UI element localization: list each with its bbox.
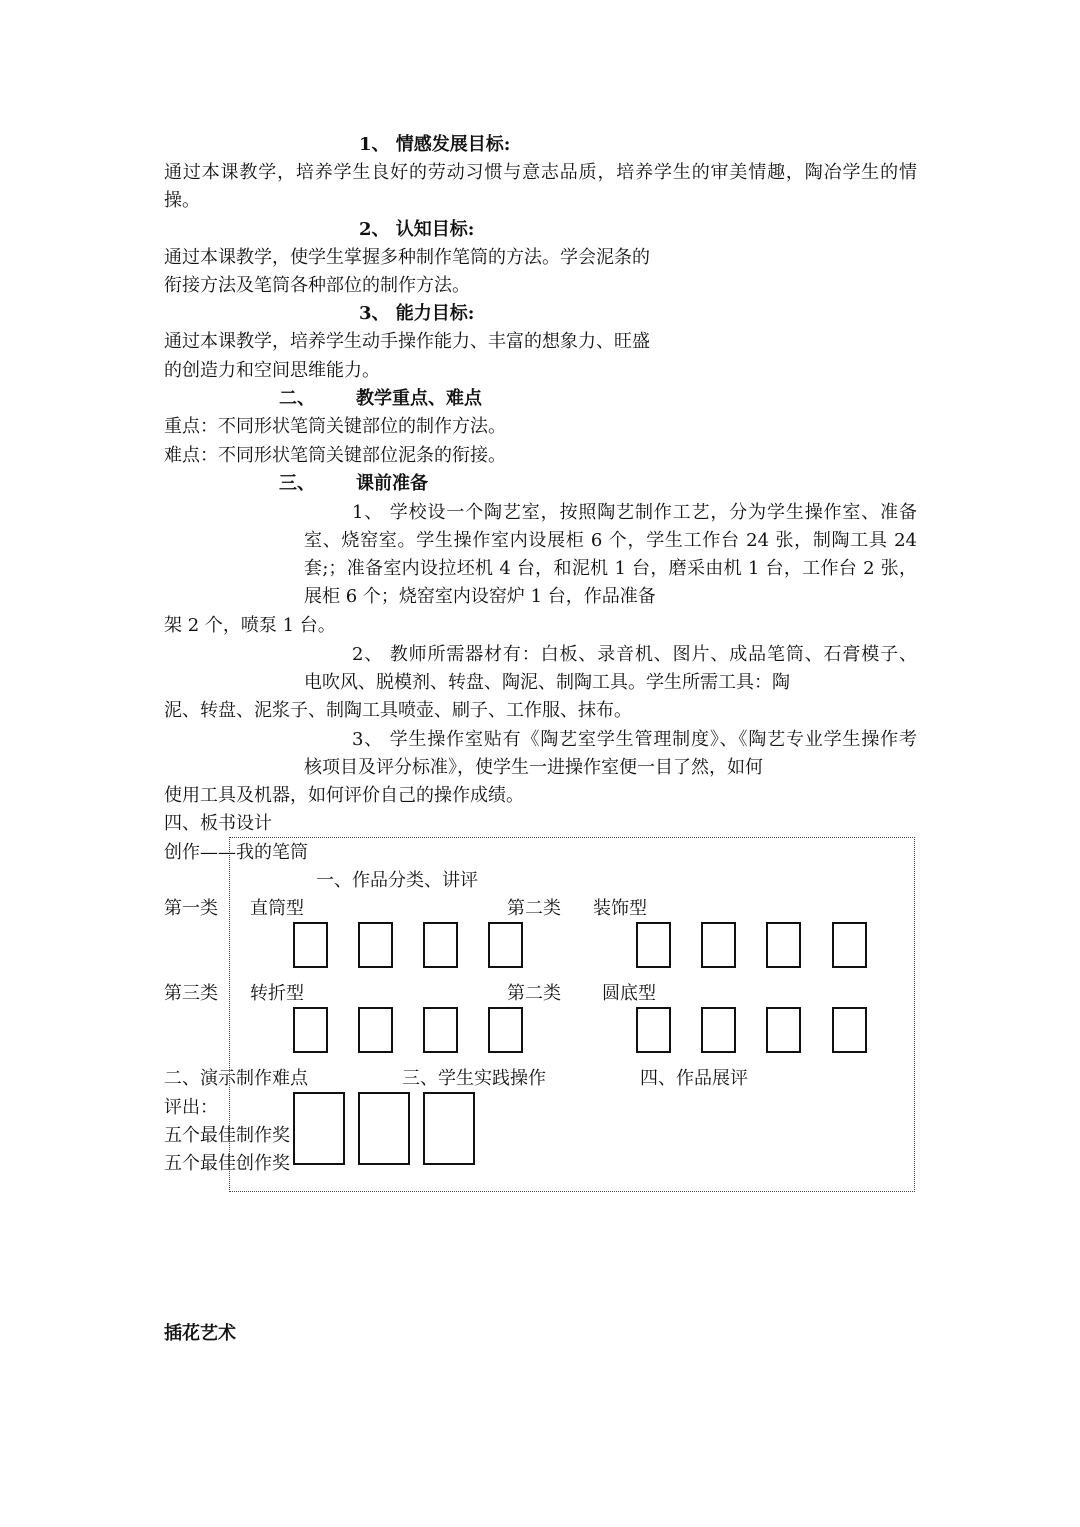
work-box	[701, 922, 736, 968]
category-2-type: 装饰型	[593, 898, 647, 919]
next-section-heading: 插花艺术	[164, 1323, 236, 1344]
work-box	[293, 1007, 328, 1053]
work-box	[636, 1007, 671, 1053]
prep-number: 三、	[279, 473, 315, 494]
prep-item-3: 使用工具及机器，如何评价自己的操作成绩。	[164, 785, 524, 806]
board-section-2: 二、演示制作难点	[164, 1068, 308, 1089]
prep-item-3: 3、 学生操作室贴有《陶艺室学生管理制度》、《陶艺专业学生操作考	[352, 729, 917, 750]
work-box	[701, 1007, 736, 1053]
prep-item-2: 泥、转盘、泥浆子、制陶工具喷壶、刷子、工作服、抹布。	[164, 700, 632, 721]
work-box	[358, 922, 393, 968]
work-box	[766, 922, 801, 968]
emotion-goal-heading: 1、 情感发展目标:	[359, 134, 511, 155]
category-1-label: 第一类	[164, 898, 218, 919]
award-creation: 五个最佳创作奖	[164, 1153, 290, 1174]
category-3-label: 第三类	[164, 983, 218, 1004]
board-section-4: 四、作品展评	[640, 1068, 748, 1089]
prep-heading: 课前准备	[356, 473, 428, 494]
work-box	[636, 922, 671, 968]
cognitive-goal-heading: 2、 认知目标:	[359, 219, 475, 240]
category-4-label: 第二类	[507, 983, 561, 1004]
work-box	[488, 1007, 523, 1053]
prep-item-1: 1、 学校设一个陶艺室，按照陶艺制作工艺，分为学生操作室、准备	[352, 502, 917, 523]
category-4-type: 圆底型	[602, 983, 656, 1004]
prep-item-1: 套;；准备室内设拉坯机 4 台，和泥机 1 台，磨采由机 1 台，工作台 2 张，	[304, 558, 917, 579]
category-3-type: 转折型	[250, 983, 304, 1004]
ability-goal-heading: 3、 能力目标:	[359, 303, 475, 324]
work-box	[832, 1007, 867, 1053]
award-box	[358, 1092, 410, 1165]
award-making: 五个最佳制作奖	[164, 1125, 290, 1146]
work-box	[358, 1007, 393, 1053]
prep-item-1: 展柜 6 个；烧窑室内设窑炉 1 台，作品准备	[304, 586, 656, 607]
evaluation-heading: 评出：	[164, 1097, 218, 1118]
work-box	[766, 1007, 801, 1053]
difficulty-text: 难点：不同形状笔筒关键部位泥条的衔接。	[164, 445, 506, 466]
prep-item-2: 2、 教师所需器材有：白板、录音机、图片、成品笔筒、石膏模子、	[352, 644, 917, 665]
board-design-heading: 四、板书设计	[164, 813, 272, 834]
category-1-type: 直筒型	[250, 898, 304, 919]
key-point-text: 重点：不同形状笔筒关键部位的制作方法。	[164, 416, 506, 437]
board-section-3: 三、学生实践操作	[402, 1068, 546, 1089]
board-section-1: 一、作品分类、讲评	[316, 870, 478, 891]
ability-goal-text: 的创造力和空间思维能力。	[164, 360, 380, 381]
prep-item-1: 架 2 个，喷泵 1 台。	[164, 615, 336, 636]
key-points-heading: 教学重点、难点	[356, 388, 482, 409]
prep-item-2: 电吹风、脱模剂、转盘、陶泥、制陶工具。学生所需工具：陶	[304, 672, 790, 693]
ability-goal-text: 通过本课教学，培养学生动手操作能力、丰富的想象力、旺盛	[164, 331, 650, 352]
cognitive-goal-text: 衔接方法及笔筒各种部位的制作方法。	[164, 275, 470, 296]
prep-item-3: 核项目及评分标准》，使学生一进操作室便一目了然，如何	[304, 757, 763, 778]
key-points-number: 二、	[279, 388, 315, 409]
emotion-goal-text: 操。	[164, 190, 200, 211]
work-box	[423, 1007, 458, 1053]
award-box	[293, 1092, 345, 1165]
work-box	[832, 922, 867, 968]
board-subtitle: 创作——我的笔筒	[164, 842, 308, 863]
emotion-goal-text: 通过本课教学，培养学生良好的劳动习惯与意志品质，培养学生的审美情趣，陶冶学生的情	[164, 162, 917, 183]
prep-item-1: 室、烧窑室。学生操作室内设展柜 6 个，学生工作台 24 张，制陶工具 24	[304, 530, 917, 551]
work-box	[423, 922, 458, 968]
work-box	[293, 922, 328, 968]
category-2-label: 第二类	[507, 898, 561, 919]
cognitive-goal-text: 通过本课教学，使学生掌握多种制作笔筒的方法。学会泥条的	[164, 247, 650, 268]
work-box	[488, 922, 523, 968]
award-box	[423, 1092, 475, 1165]
